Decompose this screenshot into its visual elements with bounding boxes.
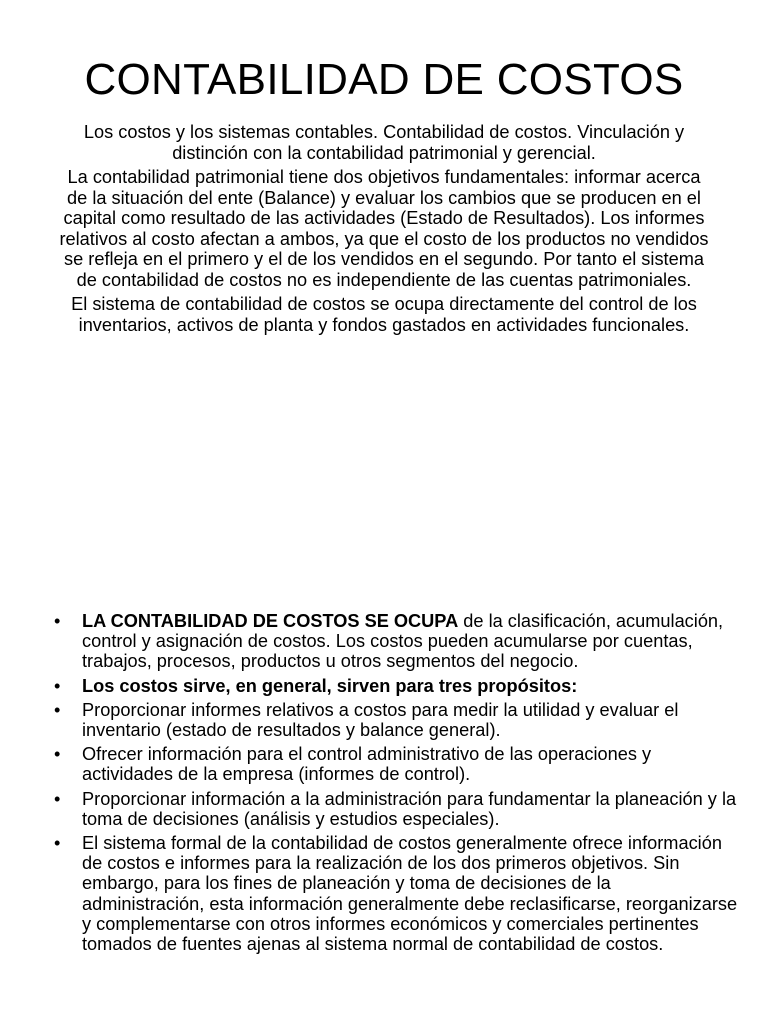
intro-text-block — [56, 122, 712, 339]
bullet-item — [48, 744, 738, 784]
bullet-item — [48, 676, 738, 696]
intro-paragraph-2: La contabilidad patrimonial tiene dos objetivos fundamentales: informar acerca de la situación del ente (Balance) y evaluar los cambios que se producen en el capital como resultado de las actividades (Estado de Resultados). Los informes relativos al costo afectan a ambos, ya que el costo de los productos no vendidos se refleja en el primero y el de los vendidos en el segundo. Por tanto el sistema de contabilidad de costos no es independiente de las cuentas patrimoniales. — [59, 167, 709, 290]
bullet-item — [48, 700, 738, 740]
bullet-text: Ofrecer información para el control administrativo de las operaciones y actividades de la empresa (informes de control). — [82, 744, 652, 785]
bullet-item — [48, 789, 738, 829]
slide-title: CONTABILIDAD DE COSTOS — [84, 55, 684, 104]
bullet-text: de la clasificación, acumulación, control y asignación de costos. Los costos pueden acumularse por cuentas, trabajos, procesos, productos u otros segmentos del negocio. — [82, 611, 724, 672]
bullet-text: El sistema formal de la contabilidad de costos generalmente ofrece información de costos e informes para la realización de los dos primeros objetivos. Sin embargo, para los fines de planeación y toma de decisiones de la administración, esta información generalmente debe reclasificarse, reorganizarse y complementarse con otros informes económicos y comerciales pertinentes tomados de fuentes ajenas al sistema normal de contabilidad de costos. — [82, 833, 738, 955]
intro-paragraph-1: Los costos y los sistemas contables. Contabilidad de costos. Vinculación y distinción con la contabilidad patrimonial y gerencial. — [83, 122, 685, 163]
bullet-item — [48, 611, 738, 672]
bullet-text: Proporcionar informes relativos a costos para medir la utilidad y evaluar el inventario (estado de resultados y balance general). — [82, 699, 679, 741]
bullet-dot-icon: • — [54, 675, 61, 696]
bullet-bold-lead: Los costos sirve, en general, sirven para tres propósitos: — [82, 675, 578, 696]
bullet-bold-lead: LA CONTABILIDAD DE COSTOS SE OCUPA — [82, 611, 459, 631]
bullet-text: Proporcionar información a la administración para fundamentar la planeación y la toma de decisiones (análisis y estudios especiales). — [82, 788, 737, 829]
slide-2 — [0, 512, 768, 1024]
bullet-dot-icon: • — [54, 788, 61, 809]
bullet-item — [48, 833, 738, 954]
bullet-list — [48, 611, 738, 958]
bullet-dot-icon: • — [54, 699, 61, 720]
bullet-dot-icon: • — [54, 611, 61, 631]
bullet-dot-icon: • — [54, 833, 61, 854]
bullet-dot-icon: • — [54, 744, 61, 765]
intro-paragraph-3: El sistema de contabilidad de costos se ocupa directamente del control de los inventarios, activos de planta y fondos gastados en actividades funcionales. — [71, 294, 697, 335]
